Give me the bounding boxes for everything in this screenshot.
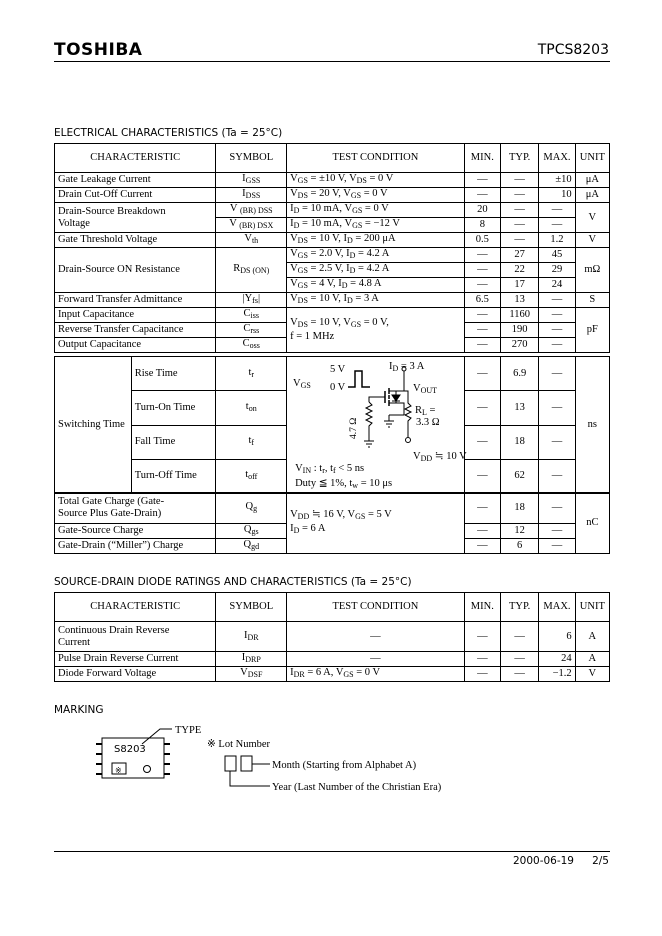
- typ-cell: —: [500, 173, 538, 188]
- min-cell: —: [464, 188, 500, 203]
- symbol-cell: $R_{DS (ON)}$: [216, 248, 287, 293]
- min-cell: 8: [464, 218, 500, 233]
- page-number: 2/5: [592, 855, 609, 867]
- col-max: MAX.: [539, 144, 575, 173]
- typ-cell: 190: [500, 323, 538, 338]
- characteristic-cell: Fall Time: [131, 425, 216, 459]
- col-test-condition: TEST CONDITION: [287, 144, 465, 173]
- max-cell: —: [539, 425, 575, 459]
- typ-cell: 1160: [500, 308, 538, 323]
- body-diode-icon: [392, 395, 400, 401]
- characteristic-cell: Output Capacitance: [55, 338, 216, 353]
- symbol-cell: $Q_{gs}$: [216, 524, 287, 539]
- symbol-cell: $C_{oss}$: [216, 338, 287, 353]
- type-label: TYPE: [175, 725, 202, 736]
- col-symbol: SYMBOL: [216, 144, 287, 173]
- min-cell: —: [464, 459, 500, 493]
- characteristic-cell: Turn-Off Time: [131, 459, 216, 493]
- typ-cell: —: [500, 667, 538, 682]
- condition-cell: $V_{DS} = 10$ V, $I_D = 200$ μA: [287, 233, 465, 248]
- pulse-low-label: 0 V: [330, 382, 346, 393]
- symbol-cell: V $_{(BR) DSX}$: [216, 218, 287, 233]
- unit-cell: V: [575, 203, 609, 233]
- diode-section-title: SOURCE-DRAIN DIODE RATINGS AND CHARACTERISTICS (Ta = 25°C): [54, 576, 412, 588]
- table-row: [55, 622, 610, 652]
- min-cell: 20: [464, 203, 500, 218]
- condition-cell: $V_{DD}$ ≒ 16 V, $V_{GS} = 5$ V $I_D = 6$ A: [287, 493, 465, 554]
- vgs-label: VGS: [293, 378, 311, 390]
- switching-table: [54, 356, 610, 494]
- characteristic-cell: Gate-Source Charge: [55, 524, 216, 539]
- gate-charge-table: [54, 492, 610, 554]
- symbol-cell: $|Y_{fs}|$: [216, 293, 287, 308]
- min-cell: —: [464, 622, 500, 652]
- table-row: [55, 173, 610, 188]
- characteristic-cell: Diode Forward Voltage: [55, 667, 216, 682]
- min-cell: —: [464, 308, 500, 323]
- col-typ: TYP.: [500, 144, 538, 173]
- header-rule: [54, 61, 610, 62]
- type-leader-line: [142, 729, 172, 744]
- table-row: [55, 248, 610, 263]
- max-cell: —: [539, 524, 575, 539]
- characteristic-cell: Pulse Drain Reverse Current: [55, 652, 216, 667]
- characteristic-cell: Total Gate Charge (Gate- Source Plus Gate-Drain): [55, 493, 216, 524]
- min-cell: —: [464, 263, 500, 278]
- symbol-cell: $t_{on}$: [216, 391, 287, 425]
- col-characteristic: CHARACTERISTIC: [55, 593, 216, 622]
- chip-marking-text: S8203: [114, 744, 146, 755]
- typ-cell: —: [500, 652, 538, 667]
- min-cell: —: [464, 323, 500, 338]
- diode-ratings-table: [54, 592, 610, 682]
- table-row: [55, 667, 610, 682]
- max-cell: 29: [539, 263, 575, 278]
- max-cell: 24: [539, 278, 575, 293]
- max-cell: —: [539, 203, 575, 218]
- typ-cell: 18: [500, 425, 538, 459]
- min-cell: —: [464, 338, 500, 353]
- characteristic-cell: Rise Time: [131, 357, 216, 391]
- max-cell: 10: [539, 188, 575, 203]
- condition-cell: $I_D = 10$ mA, $V_{GS} = -12$ V: [287, 218, 465, 233]
- table-row: [55, 357, 610, 391]
- typ-cell: —: [500, 203, 538, 218]
- symbol-cell: $Q_{gd}$: [216, 539, 287, 554]
- characteristic-cell: Drain Cut-Off Current: [55, 188, 216, 203]
- typ-cell: —: [500, 218, 538, 233]
- vdd-label: VDD ≒ 10 V: [413, 451, 467, 463]
- unit-cell: ns: [575, 357, 609, 494]
- characteristic-cell: Reverse Transfer Capacitance: [55, 323, 216, 338]
- footer-rule: [54, 851, 610, 852]
- pin1-indicator: [144, 766, 151, 773]
- max-cell: —: [539, 218, 575, 233]
- characteristic-cell: Gate-Drain (“Miller”) Charge: [55, 539, 216, 554]
- year-code-box: [225, 756, 236, 771]
- condition-cell: $V_{GS} = 2.0$ V, $I_D = 4.2$ A: [287, 248, 465, 263]
- typ-cell: 6.9: [500, 357, 538, 391]
- max-cell: —: [539, 539, 575, 554]
- year-label: Year (Last Number of the Christian Era): [272, 782, 442, 793]
- condition-cell: $V_{GS} = 2.5$ V, $I_D = 4.2$ A: [287, 263, 465, 278]
- typ-cell: 270: [500, 338, 538, 353]
- min-cell: 0.5: [464, 233, 500, 248]
- min-cell: —: [464, 173, 500, 188]
- min-cell: —: [464, 357, 500, 391]
- symbol-cell: $t_{off}$: [216, 459, 287, 493]
- unit-cell: V: [575, 667, 609, 682]
- unit-cell: mΩ: [575, 248, 609, 293]
- max-cell: —: [539, 357, 575, 391]
- typ-cell: 62: [500, 459, 538, 493]
- characteristic-group-cell: Switching Time: [55, 357, 132, 494]
- part-number: TPCS8203: [537, 42, 609, 58]
- package-right-pins: [164, 744, 170, 774]
- max-cell: —: [539, 338, 575, 353]
- max-cell: —: [539, 308, 575, 323]
- max-cell: ±10: [539, 173, 575, 188]
- condition-cell: $I_D = 10$ mA, $V_{GS} = 0$ V: [287, 203, 465, 218]
- marking-diagram: [90, 718, 510, 798]
- max-cell: 24: [539, 652, 575, 667]
- typ-cell: 13: [500, 293, 538, 308]
- month-label: Month (Starting from Alphabet A): [272, 760, 417, 771]
- max-cell: —: [539, 323, 575, 338]
- pulse-waveform: [348, 371, 370, 387]
- col-min: MIN.: [464, 144, 500, 173]
- characteristic-cell: Input Capacitance: [55, 308, 216, 323]
- chip-lot-mark: ※: [115, 766, 122, 775]
- table-row: [55, 188, 610, 203]
- typ-cell: 6: [500, 539, 538, 554]
- typ-cell: 12: [500, 524, 538, 539]
- typ-cell: —: [500, 233, 538, 248]
- condition-cell: $I_{DR} = 6$ A, $V_{GS} = 0$ V: [287, 667, 465, 682]
- characteristic-cell: Gate Threshold Voltage: [55, 233, 216, 248]
- characteristic-cell: Drain-Source Breakdown Voltage: [55, 203, 216, 233]
- max-cell: 1.2: [539, 233, 575, 248]
- max-cell: —: [539, 293, 575, 308]
- col-min: MIN.: [464, 593, 500, 622]
- unit-cell: μA: [575, 173, 609, 188]
- symbol-cell: $t_r$: [216, 357, 287, 391]
- symbol-cell: $Q_g$: [216, 493, 287, 524]
- symbol-cell: $C_{rss}$: [216, 323, 287, 338]
- max-cell: —: [539, 391, 575, 425]
- col-test-condition: TEST CONDITION: [287, 593, 465, 622]
- col-symbol: SYMBOL: [216, 593, 287, 622]
- rg-label: 4.7 Ω: [349, 417, 360, 439]
- month-code-box: [241, 756, 252, 771]
- min-cell: —: [464, 278, 500, 293]
- col-characteristic: CHARACTERISTIC: [55, 144, 216, 173]
- package-left-pins: [96, 744, 102, 774]
- switching-notes: [295, 462, 392, 492]
- max-cell: 6: [539, 622, 575, 652]
- condition-cell: $V_{GS} = 4$ V, $I_D = 4.8$ A: [287, 278, 465, 293]
- switching-test-circuit-cell: [287, 357, 465, 494]
- table-row: [55, 203, 610, 218]
- col-typ: TYP.: [500, 593, 538, 622]
- gate-resistor: [366, 402, 372, 437]
- electrical-characteristics-table: [54, 143, 610, 353]
- note-rise-fall: $V_{IN}$ : $t_r$, $t_f < 5$ ns: [295, 463, 365, 475]
- electrical-section-title: ELECTRICAL CHARACTERISTICS (Ta = 25°C): [54, 127, 283, 139]
- characteristic-cell: Turn-On Time: [131, 391, 216, 425]
- col-max: MAX.: [539, 593, 575, 622]
- typ-cell: 18: [500, 493, 538, 524]
- unit-cell: A: [575, 622, 609, 652]
- max-cell: 45: [539, 248, 575, 263]
- typ-cell: 13: [500, 391, 538, 425]
- condition-cell: $V_{GS} = \pm 10$ V, $V_{DS} = 0$ V: [287, 173, 465, 188]
- min-cell: —: [464, 391, 500, 425]
- year-leader-line: [230, 771, 270, 786]
- rl-value-label: 3.3 Ω: [416, 417, 440, 428]
- unit-cell: pF: [575, 308, 609, 353]
- typ-cell: 17: [500, 278, 538, 293]
- id-label: ID = 3 A: [389, 361, 425, 373]
- min-cell: —: [464, 524, 500, 539]
- condition-cell: —: [287, 622, 465, 652]
- symbol-cell: $I_{DSS}$: [216, 188, 287, 203]
- vout-label: VOUT: [413, 383, 438, 395]
- typ-cell: 27: [500, 248, 538, 263]
- load-resistor: [404, 391, 411, 437]
- symbol-cell: $t_f$: [216, 425, 287, 459]
- characteristic-cell: Gate Leakage Current: [55, 173, 216, 188]
- ground-icon: [364, 437, 374, 447]
- min-cell: —: [464, 539, 500, 554]
- unit-cell: A: [575, 652, 609, 667]
- symbol-cell: $V_{DSF}$: [216, 667, 287, 682]
- condition-cell: $V_{DS} = 10$ V, $I_D = 3$ A: [287, 293, 465, 308]
- characteristic-cell: Continuous Drain Reverse Current: [55, 622, 216, 652]
- note-duty: Duty ≦ 1%, $t_w = 10$ μs: [295, 478, 393, 490]
- min-cell: —: [464, 667, 500, 682]
- unit-cell: nC: [575, 493, 609, 554]
- symbol-cell: V $_{(BR) DSS}$: [216, 203, 287, 218]
- revision-date: 2000-06-19: [512, 855, 574, 867]
- col-unit: UNIT: [575, 144, 609, 173]
- min-cell: —: [464, 248, 500, 263]
- pulse-high-label: 5 V: [330, 364, 346, 375]
- rl-label: RL =: [415, 405, 436, 417]
- max-cell: −1.2: [539, 667, 575, 682]
- typ-cell: 22: [500, 263, 538, 278]
- table-row: [55, 308, 610, 323]
- symbol-cell: $C_{iss}$: [216, 308, 287, 323]
- marking-section-title: MARKING: [54, 704, 104, 716]
- brand-logo: TOSHIBA: [54, 40, 143, 60]
- symbol-cell: $I_{GSS}$: [216, 173, 287, 188]
- unit-cell: V: [575, 233, 609, 248]
- max-cell: —: [539, 459, 575, 493]
- table-row: [55, 493, 610, 524]
- max-cell: —: [539, 493, 575, 524]
- characteristic-cell: Forward Transfer Admittance: [55, 293, 216, 308]
- table-row: [55, 293, 610, 308]
- lot-number-label: ※ Lot Number: [207, 739, 271, 750]
- table-row: [55, 233, 610, 248]
- min-cell: —: [464, 425, 500, 459]
- col-unit: UNIT: [575, 593, 609, 622]
- condition-cell: —: [287, 652, 465, 667]
- min-cell: —: [464, 493, 500, 524]
- symbol-cell: $V_{th}$: [216, 233, 287, 248]
- min-cell: 6.5: [464, 293, 500, 308]
- symbol-cell: $I_{DR}$: [216, 622, 287, 652]
- symbol-cell: $I_{DRP}$: [216, 652, 287, 667]
- characteristic-cell: Drain-Source ON Resistance: [55, 248, 216, 293]
- typ-cell: —: [500, 622, 538, 652]
- unit-cell: S: [575, 293, 609, 308]
- table-header-row: [55, 144, 610, 173]
- unit-cell: μA: [575, 188, 609, 203]
- vdd-terminal: [406, 438, 411, 443]
- typ-cell: —: [500, 188, 538, 203]
- table-header-row: [55, 593, 610, 622]
- table-row: [55, 652, 610, 667]
- condition-cell: $V_{DS} = 20$ V, $V_{GS} = 0$ V: [287, 188, 465, 203]
- min-cell: —: [464, 652, 500, 667]
- gate-wire: [369, 397, 385, 402]
- ground-icon: [384, 415, 394, 427]
- condition-cell: $V_{DS} = 10$ V, $V_{GS} = 0$ V, f = 1 MHz: [287, 308, 465, 353]
